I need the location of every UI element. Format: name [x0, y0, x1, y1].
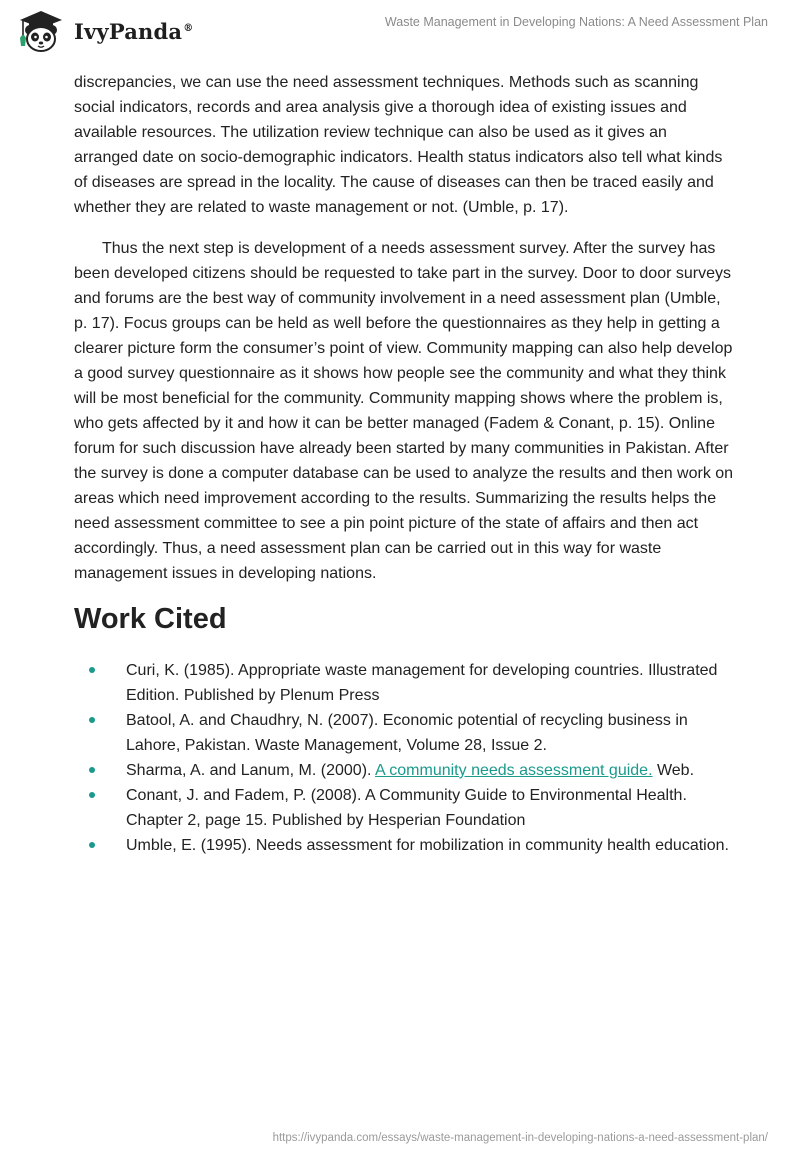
page-header — [0, 0, 800, 60]
reference-item — [74, 658, 734, 708]
reference-text: Sharma, A. and Lanum, M. (2000). — [126, 762, 376, 779]
reference-item — [74, 783, 734, 833]
body-paragraph: Thus the next step is development of a needs assessment survey. After the survey has been developed citizens should be requested to take part in the survey. Door to door surveys and forums are the best way of community involvement in a need assessment plan (Umble, p. 17). Focus groups can be held as well before the questionnaires as they help in getting a clearer picture form the consumer’s point of view. Community mapping can also help develop a good survey questionnaire as it shows how people see the community and what they think will be most beneficial for the community. Community mapping shows where the problem is, who gets affected by it and how it can be better managed (Fadem & Conant, p. 15). Online forum for such discussion have already been started by many communities in Pakistan. After the survey is done a computer database can be used to analyze the results and then work on areas which need improvement according to the results. Summarizing the results helps the need assessment committee to see a pin point picture of the state of affairs and then act accordingly. Thus, a need assessment plan can be carried out in this way for waste management issues in developing nations. — [74, 240, 734, 582]
reference-link[interactable]: A community needs assessment guide. — [375, 762, 653, 779]
reference-item — [74, 833, 734, 858]
reference-text: Umble, E. (1995). Needs assessment for mobilization in community health education. — [126, 837, 729, 854]
reference-text: Conant, J. and Fadem, P. (2008). A Community Guide to Environmental Health. Chapter 2, page 15. Published by Hesperian Foundation — [126, 787, 687, 829]
bullet-dot-icon — [89, 842, 95, 848]
body-paragraph: discrepancies, we can use the need assessment techniques. Methods such as scanning social indicators, records and area analysis give a thorough idea of existing issues and available resources. The utilization review technique can also be used as it gives an arranged date on socio-demographic indicators. Health status indicators also tell what kinds of diseases are spread in the locality. The cause of diseases can then be traced easily and whether they are related to waste management or not. (Umble, p. 17). — [74, 74, 723, 216]
ivypanda-logo[interactable] — [14, 8, 193, 54]
works-cited-heading: Work Cited — [74, 603, 227, 635]
bullet-dot-icon — [89, 717, 95, 723]
reference-list — [74, 658, 734, 858]
reference-item — [74, 758, 734, 783]
reference-text-suffix: Web. — [652, 762, 695, 779]
reference-text: Curi, K. (1985). Appropriate waste management for developing countries. Illustrated Edition. Published by Plenum Press — [126, 662, 718, 704]
bullet-dot-icon — [89, 792, 95, 798]
footer-source-url: https://ivypanda.com/essays/waste-management-in-developing-nations-a-need-assessment-plan/ — [272, 1132, 768, 1144]
reference-item — [74, 708, 734, 758]
essay-content — [74, 70, 734, 858]
reference-text: Batool, A. and Chaudhry, N. (2007). Economic potential of recycling business in Lahore, Pakistan. Waste Management, Volume 28, Issue 2. — [126, 712, 688, 754]
document-title: Waste Management in Developing Nations: A Need Assessment Plan — [384, 15, 768, 29]
panda-graduation-cap-icon — [14, 8, 68, 54]
bullet-dot-icon — [89, 767, 95, 773]
bullet-dot-icon — [89, 667, 95, 673]
brand-name: IvyPanda® — [74, 18, 194, 44]
registered-mark: ® — [183, 22, 194, 34]
